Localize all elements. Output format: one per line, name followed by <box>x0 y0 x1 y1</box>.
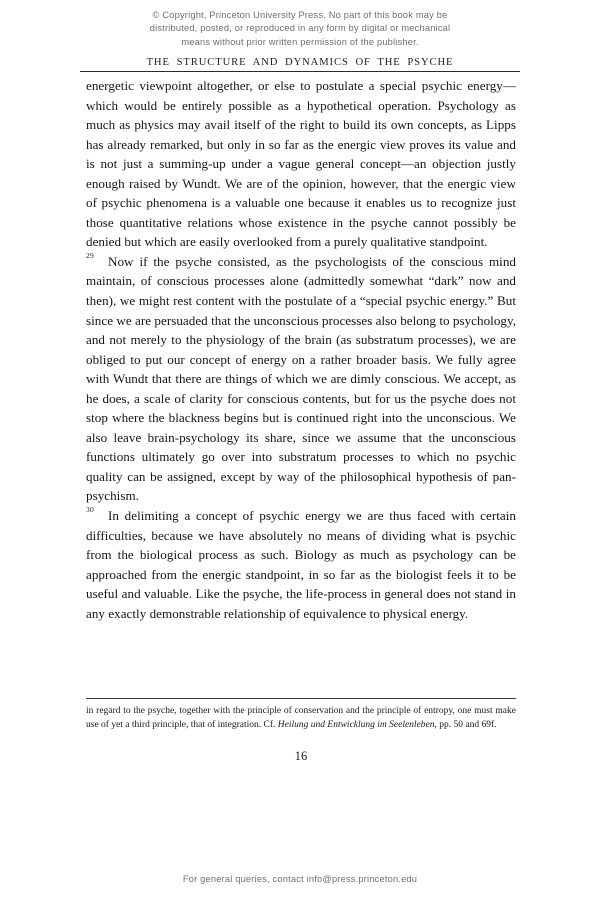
paragraph-number-30: 30 <box>86 505 95 515</box>
paragraph-text: energetic viewpoint altogether, or else to postulate a special psychic energy—which would be entirely possible as a hypothetical operation. Psychology as much as physics may avail itself of the right to build its own concepts, as Lipps has already remarked, but only in so far as the energic view proves its value and is not just a summing-up under a vague general concept—an objection justly enough raised by Wundt. We are of the opinion, however, that the energic view of psychic phenomena is a valuable one because it enables us to recognize just those quantitative relations whose existence in the psyche cannot possibly be denied but which are easily overlooked from a purely qualitative standpoint. <box>86 78 516 250</box>
copyright-line-2: distributed, posted, or reproduced in any form by digital or mechanical <box>149 23 451 34</box>
footer-queries-text: For general queries, contact info@press.princeton.edu <box>182 874 418 884</box>
paragraph-continuation <box>86 76 516 252</box>
copyright-line-3: means without prior written permission of the publisher. <box>181 36 419 47</box>
footnote-text-after-title: , pp. 50 and 69f. <box>434 720 497 731</box>
copyright-notice <box>86 9 514 49</box>
footnote-work-title: Heilung und Entwicklung im Seelenleben <box>277 720 435 731</box>
copyright-line-1: © Copyright, Princeton University Press. No part of this book may be <box>152 10 448 20</box>
paragraph-text: Now if the psyche consisted, as the psychologists of the conscious mind maintain, of conscious processes alone (admittedly somewhat “dark” now and then), we might rest content with the postulate of a “special psychic energy.” But since we are persuaded that the unconscious processes also belong to psychology, and not merely to the physiology of the brain (as substratum processes), we are obliged to put our concept of energy on a rather broader basis. We fully agree with Wundt that there are things of which we are dimly conscious. We accept, as he does, a scale of clarity for conscious contents, but for us the psyche does not stop where the blackness begins but is continued right into the unconscious. We also leave brain-psychology its share, since we assume that the unconscious functions ultimately go over into substratum processes to which no psychic quality can be assigned, except by way of the philosophical hypothesis of pan-psychism. <box>86 253 516 504</box>
footnote-separator-rule <box>86 698 516 699</box>
paragraph-text: In delimiting a concept of psychic energy we are thus faced with certain difficulties, because we have absolutely no means of dividing what is psychic from the biological process as such. Biology as much as psychology can be approached from the energic standpoint, in so far as the biologist feels it to be useful and valuable. Like the psyche, the life-process in general does not stand in any exactly demonstrable relationship of equivalence to physical energy. <box>86 508 516 621</box>
running-head-rule <box>80 71 520 72</box>
paragraph-30 <box>86 506 516 623</box>
footnote-text-before-title: in regard to the psyche, together with the principle of conservation and the principle of entropy, one must make use of yet a third principle, that of integration. Cf. <box>86 706 516 731</box>
page-number: 16 <box>294 749 308 763</box>
paragraph-number-29: 29 <box>86 250 95 260</box>
paragraph-29 <box>86 252 516 506</box>
body-text-block <box>86 76 516 623</box>
running-head-title: THE STRUCTURE AND DYNAMICS OF THE PSYCHE <box>146 57 454 68</box>
footnote <box>86 704 516 732</box>
